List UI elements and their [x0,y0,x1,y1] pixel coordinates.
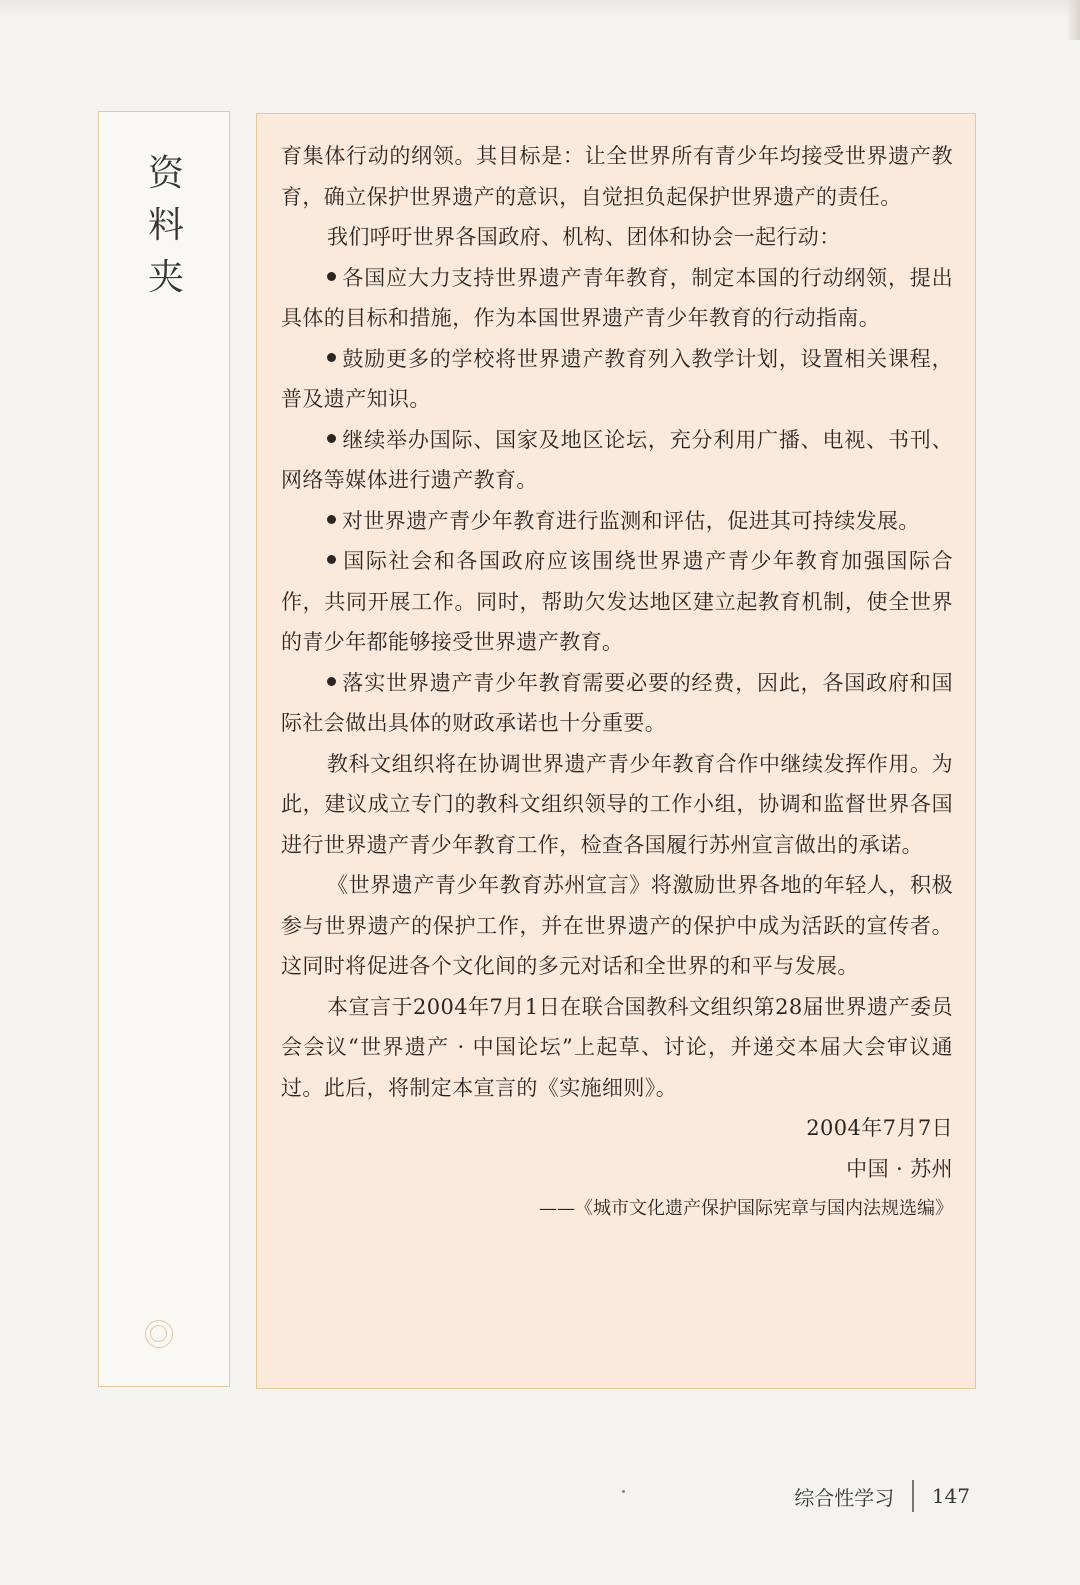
paragraph-declaration: 《世界遗产青少年教育苏州宣言》将激励世界各地的年轻人，积极参与世界遗产的保护工作，并在世界遗产的保护中成为活跃的宣传者。这同时将促进各个文化间的多元对话和全世界的和平与发展。 [281,873,953,978]
page-edge-shadow [1066,0,1080,40]
bullet-icon [327,677,336,686]
bullet-text: 继续举办国际、国家及地区论坛，充分利用广播、电视、书刊、网络等媒体进行遗产教育。 [281,427,953,492]
page-top-shadow [0,0,1080,18]
sidebar-panel [98,111,230,1387]
bullet-icon [327,515,336,524]
bullet-icon [327,555,336,564]
signature-date: 2004年7月7日 [806,1116,953,1140]
bullet-text: 各国应大力支持世界遗产青年教育，制定本国的行动纲领，提出具体的目标和措施，作为本国世界遗产青少年教育的行动指南。 [281,265,953,330]
paragraph-continued: 育集体行动的纲领。其目标是：让全世界所有青少年均接受世界遗产教育，确立保护世界遗产的意识，自觉担负起保护世界遗产的责任。 [281,144,953,209]
footer-section-title: 综合性学习 [794,1485,895,1510]
source-citation: ——《城市文化遗产保护国际宪章与国内法规选编》 [539,1198,953,1219]
bullet-text: 鼓励更多的学校将世界遗产教育列入教学计划，设置相关课程，普及遗产知识。 [281,346,953,411]
sidebar-title-char: 夹 [147,257,184,298]
paragraph-adoption: 本宣言于2004年7月1日在联合国教科文组织第28届世界遗产委员会会议“世界遗产 · 中国论坛”上起草、讨论，并递交本届大会审议通过。此后，将制定本宣言的《实施细则》。 [281,994,953,1100]
bullet-text: 落实世界遗产青少年教育需要必要的经费，因此，各国政府和国际社会做出具体的财政承诺也十分重要。 [281,670,953,735]
concentric-circle-icon [145,1320,173,1348]
bullet-icon [327,272,336,281]
footer-divider [912,1480,914,1512]
bullet-item [281,541,953,663]
page-footer [794,1480,970,1512]
bullet-icon [327,434,336,443]
bullet-text: 国际社会和各国政府应该围绕世界遗产青少年教育加强国际合作，共同开展工作。同时，帮助欠发达地区建立起教育机制，使全世界的青少年都能够接受世界遗产教育。 [281,549,953,654]
bullet-item [281,501,953,542]
sidebar-title-char: 资 [147,153,184,194]
declaration-text [281,136,953,1229]
bullet-icon [327,353,336,362]
bullet-item [281,663,953,744]
sidebar-title [144,148,188,304]
signature-place: 中国 · 苏州 [846,1156,953,1181]
paragraph-unesco: 教科文组织将在协调世界遗产青少年教育合作中继续发挥作用。为此，建议成立专门的教科文组织领导的工作小组，协调和监督世界各国进行世界遗产青少年教育工作，检查各国履行苏州宣言做出的承诺。 [281,751,953,857]
bullet-item [281,420,953,501]
material-box [256,113,976,1389]
bullet-item [281,339,953,420]
paragraph-appeal: 我们呼吁世界各国政府、机构、团体和协会一起行动： [327,225,841,249]
bullet-item [281,258,953,339]
paper-speck [622,1490,625,1493]
sidebar-title-char: 料 [147,205,184,246]
page-number: 147 [931,1484,970,1508]
bullet-text: 对世界遗产青少年教育进行监测和评估，促进其可持续发展。 [342,508,920,533]
